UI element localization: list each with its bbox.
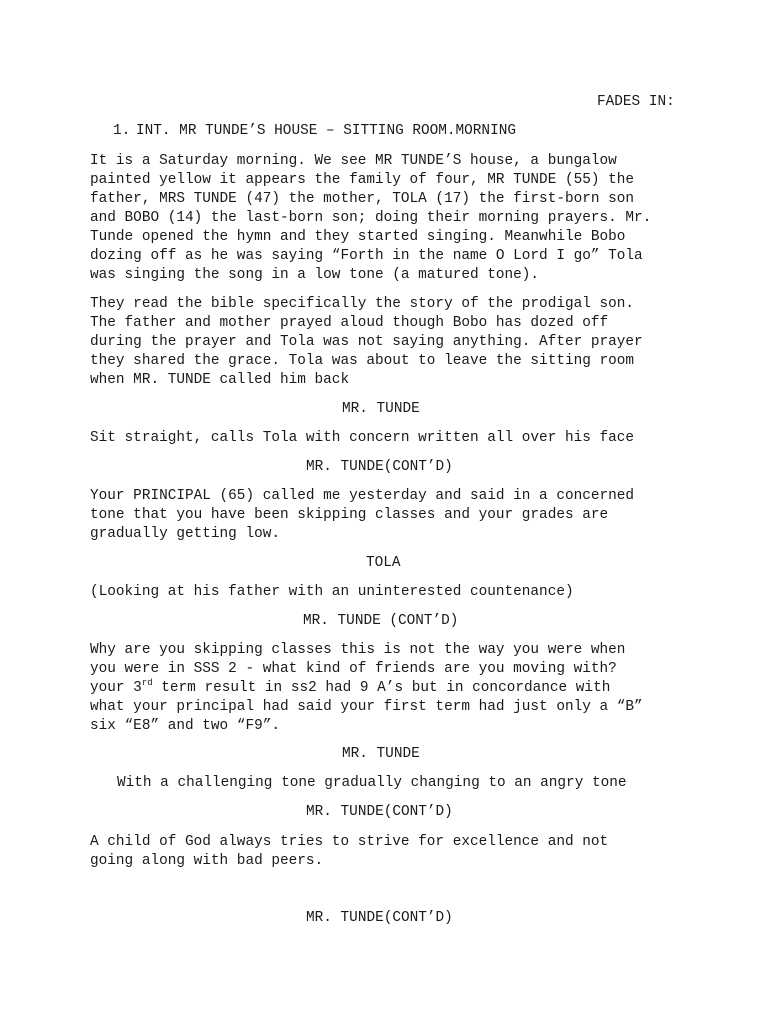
action-line: father, MRS TUNDE (47) the mother, TOLA (17) the first-born son (90, 191, 635, 207)
dialogue-line: A child of God always tries to strive for excellence and not (90, 834, 609, 850)
dialogue-line: tone that you have been skipping classes and your grades are (90, 507, 609, 523)
scene-heading: INT. MR TUNDE’S HOUSE – SITTING ROOM.MORNING (136, 123, 516, 139)
action-line: when MR. TUNDE called him back (90, 372, 350, 388)
ordinal-suffix: rd (141, 678, 153, 689)
character-name: MR. TUNDE(CONT’D) (306, 910, 453, 926)
scene-number: 1. (113, 123, 131, 139)
dialogue-line: what your principal had said your first term had just only a “B” (90, 699, 643, 715)
character-name: MR. TUNDE (342, 746, 420, 762)
action-line: during the prayer and Tola was not saying anything. After prayer (90, 334, 643, 350)
character-name: MR. TUNDE (CONT’D) (303, 613, 459, 629)
transition: FADES IN: (597, 94, 675, 110)
dialogue-line: six “E8” and two “F9”. (90, 718, 280, 734)
action-line: The father and mother prayed aloud though Bobo has dozed off (90, 315, 609, 331)
parenthetical: With a challenging tone gradually changing to an angry tone (117, 775, 627, 791)
action-line: was singing the song in a low tone (a matured tone). (90, 267, 540, 283)
dialogue-line: Sit straight, calls Tola with concern written all over his face (90, 430, 635, 446)
action-line: dozing off as he was saying “Forth in the name O Lord I go” Tola (90, 248, 643, 264)
dialogue-line: gradually getting low. (90, 526, 280, 542)
action-line: and BOBO (14) the last-born son; doing their morning prayers. Mr. (90, 210, 652, 226)
dialogue-fragment: your 3 (90, 680, 142, 696)
action-line: They read the bible specifically the story of the prodigal son. (90, 296, 635, 312)
dialogue-line: going along with bad peers. (90, 853, 324, 869)
character-name: MR. TUNDE(CONT’D) (306, 804, 453, 820)
dialogue-line: you were in SSS 2 - what kind of friends are you moving with? (90, 661, 617, 677)
character-name: MR. TUNDE(CONT’D) (306, 459, 453, 475)
action-line: Tunde opened the hymn and they started singing. Meanwhile Bobo (90, 229, 626, 245)
dialogue-fragment: term result in ss2 had 9 A’s but in concordance with (152, 680, 611, 696)
action-line: It is a Saturday morning. We see MR TUNDE’S house, a bungalow (90, 153, 617, 169)
dialogue-line: Why are you skipping classes this is not the way you were when (90, 642, 626, 658)
action-line: they shared the grace. Tola was about to leave the sitting room (90, 353, 635, 369)
action-line: painted yellow it appears the family of four, MR TUNDE (55) the (90, 172, 635, 188)
character-name: MR. TUNDE (342, 401, 420, 417)
dialogue-line: Your PRINCIPAL (65) called me yesterday and said in a concerned (90, 488, 635, 504)
dialogue-line (90, 679, 610, 698)
parenthetical: (Looking at his father with an uninterested countenance) (90, 584, 574, 600)
character-name: TOLA (366, 555, 401, 571)
